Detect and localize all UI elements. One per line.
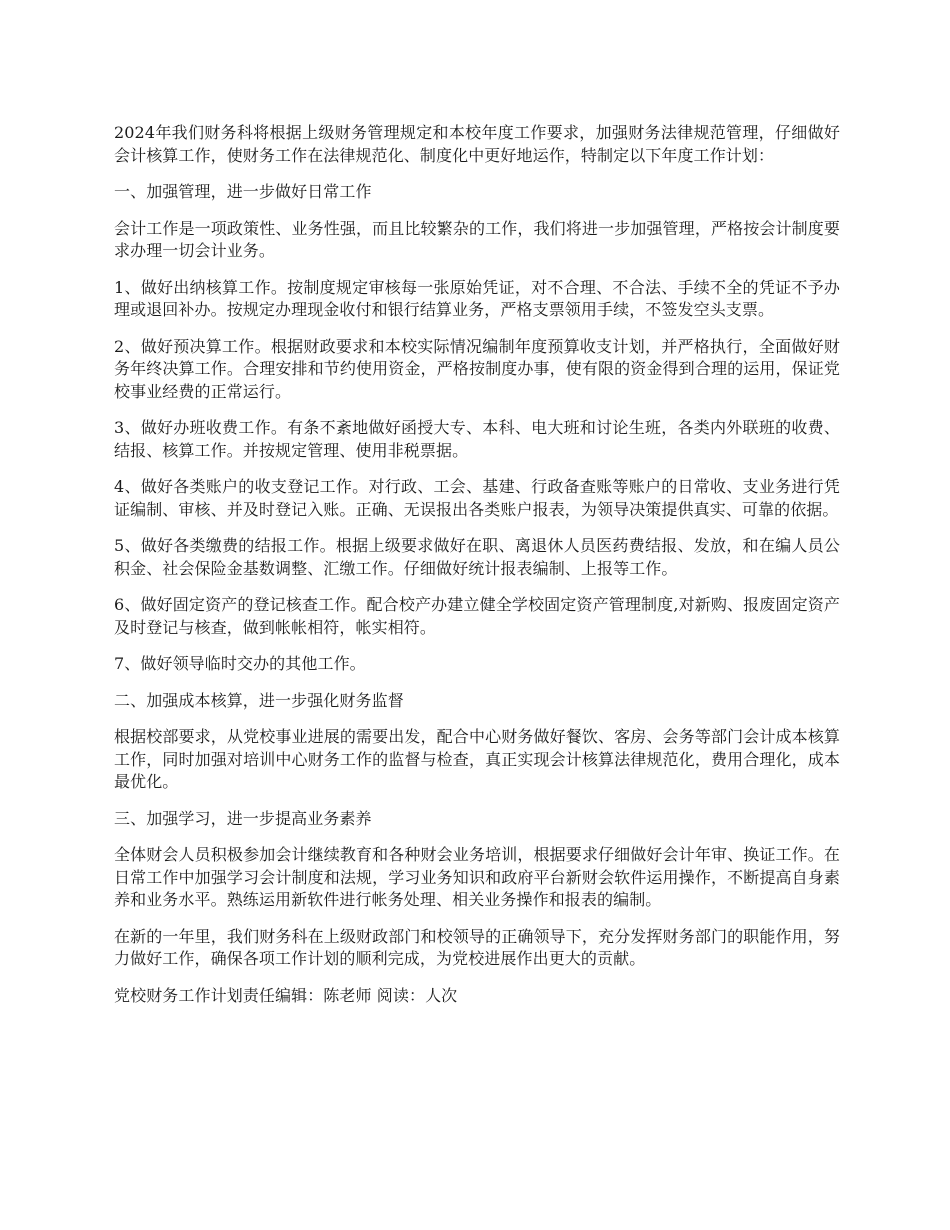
- editor-credit-line: 党校财务工作计划责任编辑：陈老师 阅读：人次: [114, 985, 458, 1005]
- intro-paragraph: 2024年我们财务科将根据上级财务管理规定和本校年度工作要求，加强财务法律规范管理，仔细做好会计核算工作，使财务工作在法律规范化、制度化中更好地运作，特制定以下年度工作计划：: [114, 123, 840, 165]
- section-heading-1: 一、加强管理，进一步做好日常工作: [114, 182, 372, 201]
- closing-paragraph: 在新的一年里，我们财务科在上级财政部门和校领导的正确领导下，充分发挥财务部门的职能作用，努力做好工作，确保各项工作计划的顺利完成，为党校进展作出更大的贡献。: [114, 926, 840, 968]
- item-1-paragraph: 1、做好出纳核算工作。按制度规定审核每一张原始凭证，对不合理、不合法、手续不全的凭证不予办理或退回补办。按规定办理现金收付和银行结算业务，严格支票领用手续，不签发空头支票。: [114, 277, 840, 319]
- item-3-paragraph: 3、做好办班收费工作。有条不紊地做好函授大专、本科、电大班和讨论生班，各类内外联班的收费、结报、核算工作。并按规定管理、使用非税票据。: [114, 418, 840, 460]
- item-6-paragraph: 6、做好固定资产的登记核查工作。配合校产办建立健全学校固定资产管理制度,对新购、报废固定资产及时登记与核查，做到帐帐相符，帐实相符。: [114, 595, 840, 637]
- item-4-paragraph: 4、做好各类账户的收支登记工作。对行政、工会、基建、行政备查账等账户的日常收、支业务进行凭证编制、审核、并及时登记入账。正确、无误报出各类账户报表，为领导决策提供真实、可靠的依据。: [114, 477, 840, 519]
- section-3-paragraph: 全体财会人员积极参加会计继续教育和各种财会业务培训，根据要求仔细做好会计年审、换证工作。在日常工作中加强学习会计制度和法规，学习业务知识和政府平台新财会软件运用操作，不断提高自身素养和业务水平。熟练运用新软件进行帐务处理、相关业务操作和报表的编制。: [114, 845, 840, 909]
- item-5-paragraph: 5、做好各类缴费的结报工作。根据上级要求做好在职、离退休人员医药费结报、发放，和在编人员公积金、社会保险金基数调整、汇缴工作。仔细做好统计报表编制、上报等工作。: [114, 536, 840, 578]
- item-7-paragraph: 7、做好领导临时交办的其他工作。: [114, 654, 366, 673]
- section-heading-3: 三、加强学习，进一步提高业务素养: [114, 808, 372, 828]
- section-heading-2: 二、加强成本核算，进一步强化财务监督: [114, 690, 404, 710]
- section-1-intro-paragraph: 会计工作是一项政策性、业务性强，而且比较繁杂的工作，我们将进一步加强管理，严格按会计制度要求办理一切会计业务。: [114, 218, 840, 260]
- item-2-paragraph: 2、做好预决算工作。根据财政要求和本校实际情况编制年度预算收支计划，并严格执行，全面做好财务年终决算工作。合理安排和节约使用资金，严格按制度办事，使有限的资金得到合理的运用，保证党校事业经费的正常运行。: [114, 336, 840, 401]
- section-2-paragraph: 根据校部要求，从党校事业进展的需要出发，配合中心财务做好餐饮、客房、会务等部门会计成本核算工作，同时加强对培训中心财务工作的监督与检查，真正实现会计核算法律规范化，费用合理化，成本最优化。: [114, 727, 840, 791]
- document-body: [114, 122, 840, 1021]
